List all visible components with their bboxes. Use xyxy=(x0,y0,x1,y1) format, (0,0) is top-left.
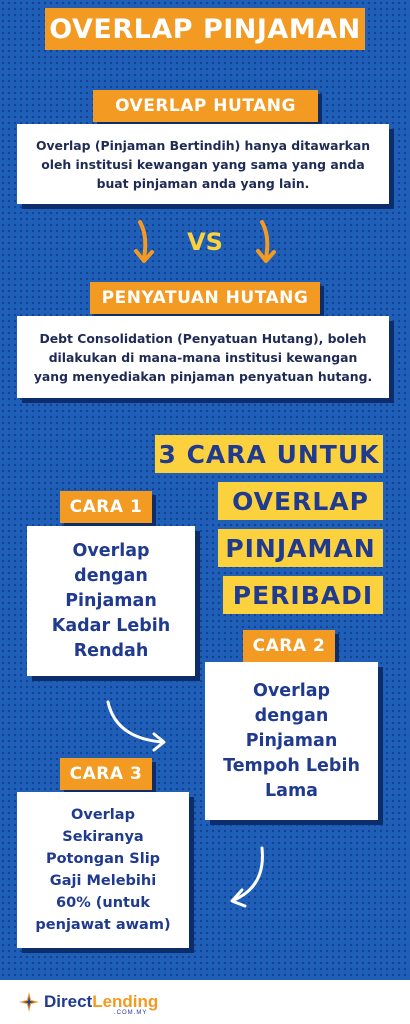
cara-2-text: Overlap dengan Pinjaman Tempoh Lebih Lama xyxy=(223,680,360,801)
cara-3-text: Overlap Sekiranya Potongan Slip Gaji Melebihi 60% (untuk penjawat awam) xyxy=(35,807,171,933)
ways-heading-line-1: 3 CARA UNTUK xyxy=(155,435,383,473)
cara-1-text: Overlap dengan Pinjaman Kadar Lebih Rendah xyxy=(51,540,171,661)
overlap-heading: OVERLAP HUTANG xyxy=(93,90,318,122)
curved-arrow-icon xyxy=(98,696,178,756)
cara-3-card xyxy=(17,792,189,948)
ways-heading-line-2: OVERLAP xyxy=(218,482,383,520)
consolidation-heading: PENYATUAN HUTANG xyxy=(90,282,320,314)
arrow-down-left-icon xyxy=(128,218,168,268)
consolidation-card xyxy=(17,316,389,398)
cara-2-label: CARA 2 xyxy=(243,630,335,662)
cara-1-label: CARA 1 xyxy=(60,491,152,523)
vs-label: VS xyxy=(187,228,223,256)
overlap-description: Overlap (Pinjaman Bertindih) hanya ditawarkan oleh institusi kewangan yang sama yang anda buat pinjaman anda yang lain. xyxy=(35,137,371,191)
ways-heading-line-3: PINJAMAN xyxy=(218,529,383,567)
footer xyxy=(0,980,410,1024)
direct-lending-logo-icon xyxy=(18,991,40,1013)
page-title: OVERLAP PINJAMAN xyxy=(45,8,365,50)
cara-1-card xyxy=(27,526,195,676)
brand-name[interactable] xyxy=(44,992,158,1012)
cara-3-label: CARA 3 xyxy=(60,758,152,790)
cara-2-card xyxy=(205,662,378,820)
ways-heading-line-4: PERIBADI xyxy=(223,576,383,614)
brand-part-1: Direct xyxy=(44,992,93,1011)
overlap-card xyxy=(17,124,389,204)
brand-part-2: Lending xyxy=(92,992,159,1011)
brand-suffix: .COM.MY xyxy=(114,1010,148,1016)
curved-arrow-down-icon xyxy=(220,842,280,912)
arrow-down-right-icon xyxy=(242,218,282,268)
consolidation-description: Debt Consolidation (Penyatuan Hutang), boleh dilakukan di mana-mana institusi kewangan yang menyediakan pinjaman penyatuan hutang. xyxy=(33,330,373,384)
